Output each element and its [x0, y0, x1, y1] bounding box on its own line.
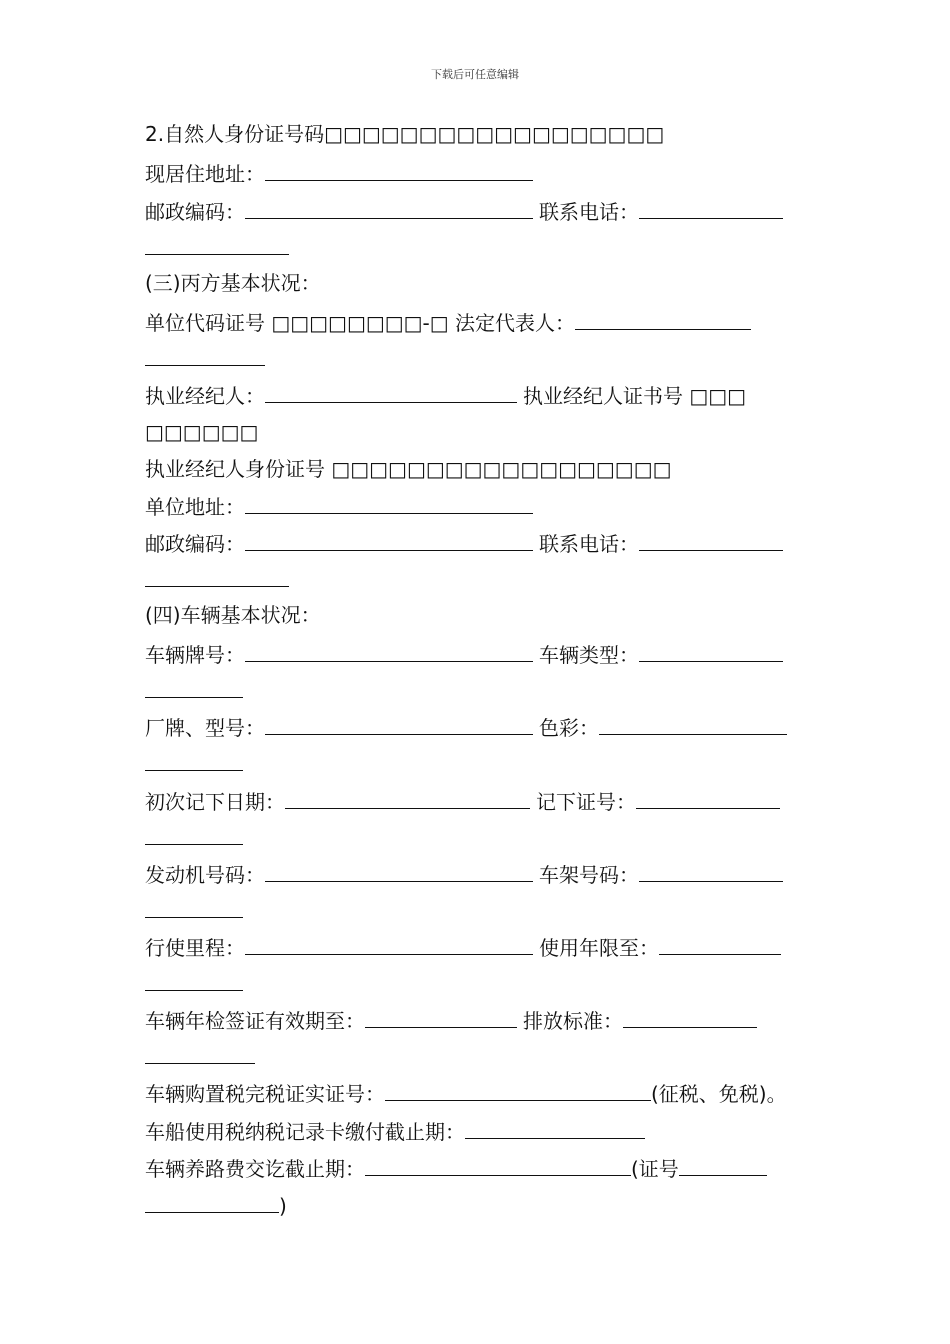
address-field[interactable]	[265, 158, 533, 181]
mileage-field[interactable]	[245, 932, 533, 955]
engine-frame-line: 发动机号码： 车架号码：	[145, 859, 783, 889]
plate-number-field[interactable]	[245, 639, 533, 662]
vessel-tax-line: 车船使用税纳税记录卡缴付截止期：	[145, 1116, 645, 1146]
phone-continuation-line-2	[145, 564, 289, 594]
color-field[interactable]	[599, 712, 787, 735]
id-number-line: 2.自然人身份证号码□□□□□□□□□□□□□□□□□□	[145, 122, 665, 146]
emission-standard-field[interactable]	[623, 1005, 757, 1028]
phone-field-2-continued[interactable]	[145, 564, 289, 587]
postal-code-field-2[interactable]	[245, 528, 533, 551]
register-cert-field-continued[interactable]	[145, 822, 243, 845]
first-register-date-field[interactable]	[285, 786, 530, 809]
emission-continuation	[145, 1041, 255, 1071]
frame-number-field[interactable]	[639, 859, 783, 882]
phone-continuation-line	[145, 232, 289, 262]
postal-phone-line: 邮政编码： 联系电话：	[145, 196, 783, 226]
brand-color-line: 厂牌、型号： 色彩：	[145, 712, 787, 742]
unit-code-line: 单位代码证号 □□□□□□□□-□ 法定代表人：	[145, 307, 751, 337]
phone-field[interactable]	[639, 196, 783, 219]
frame-number-continuation	[145, 895, 243, 925]
use-limit-continuation	[145, 968, 243, 998]
emission-standard-field-continued[interactable]	[145, 1041, 255, 1064]
broker-line: 执业经纪人： 执业经纪人证书号 □□□	[145, 380, 746, 410]
inspection-line: 车辆年检签证有效期至： 排放标准：	[145, 1005, 757, 1035]
color-field-continued[interactable]	[145, 748, 243, 771]
use-limit-field[interactable]	[659, 932, 781, 955]
legal-rep-field-continued[interactable]	[145, 343, 265, 366]
legal-rep-continuation-line	[145, 343, 265, 373]
unit-address-line: 单位地址：	[145, 491, 533, 521]
section-4-heading: (四)车辆基本状况：	[145, 603, 321, 627]
purchase-tax-line: 车辆购置税完税证实证号： (征税、免税)。	[145, 1078, 787, 1108]
broker-cert-boxes[interactable]: □□□	[689, 384, 747, 408]
use-limit-field-continued[interactable]	[145, 968, 243, 991]
register-cert-continuation	[145, 822, 243, 852]
register-date-line: 初次记下日期： 记下证号：	[145, 786, 780, 816]
road-fee-cert-field[interactable]	[679, 1153, 767, 1176]
broker-field[interactable]	[265, 380, 517, 403]
mileage-line: 行使里程： 使用年限至：	[145, 932, 781, 962]
postal-code-field[interactable]	[245, 196, 533, 219]
unit-address-field[interactable]	[245, 491, 533, 514]
road-fee-continuation: )	[145, 1190, 287, 1220]
unit-code-boxes[interactable]: □□□□□□□□-□	[271, 311, 449, 335]
phone-field-continued[interactable]	[145, 232, 289, 255]
broker-id-boxes[interactable]: □□□□□□□□□□□□□□□□□□	[331, 457, 672, 481]
vehicle-type-continuation	[145, 675, 243, 705]
engine-number-field[interactable]	[265, 859, 533, 882]
postal-phone-line-2: 邮政编码： 联系电话：	[145, 528, 783, 558]
broker-id-line: 执业经纪人身份证号 □□□□□□□□□□□□□□□□□□	[145, 457, 672, 481]
road-fee-line: 车辆养路费交讫截止期： (证号	[145, 1153, 767, 1183]
purchase-tax-field[interactable]	[385, 1078, 651, 1101]
vehicle-type-field-continued[interactable]	[145, 675, 243, 698]
road-fee-field[interactable]	[365, 1153, 631, 1176]
id-number-boxes[interactable]: □□□□□□□□□□□□□□□□□□	[324, 122, 665, 146]
plate-type-line: 车辆牌号： 车辆类型：	[145, 639, 783, 669]
brand-model-field[interactable]	[265, 712, 533, 735]
color-continuation	[145, 748, 243, 778]
frame-number-field-continued[interactable]	[145, 895, 243, 918]
legal-rep-field[interactable]	[575, 307, 751, 330]
vehicle-type-field[interactable]	[639, 639, 783, 662]
section-3-heading: (三)丙方基本状况：	[145, 271, 321, 295]
broker-cert-continuation	[145, 418, 258, 446]
address-line: 现居住地址：	[145, 158, 533, 188]
phone-field-2[interactable]	[639, 528, 783, 551]
page-header: 下载后可任意编辑	[431, 68, 519, 81]
vessel-tax-field[interactable]	[465, 1116, 645, 1139]
inspection-date-field[interactable]	[365, 1005, 517, 1028]
register-cert-field[interactable]	[636, 786, 780, 809]
road-fee-cert-field-continued[interactable]	[145, 1190, 279, 1213]
broker-cert-boxes-continued[interactable]: □□□□□□	[145, 420, 259, 444]
